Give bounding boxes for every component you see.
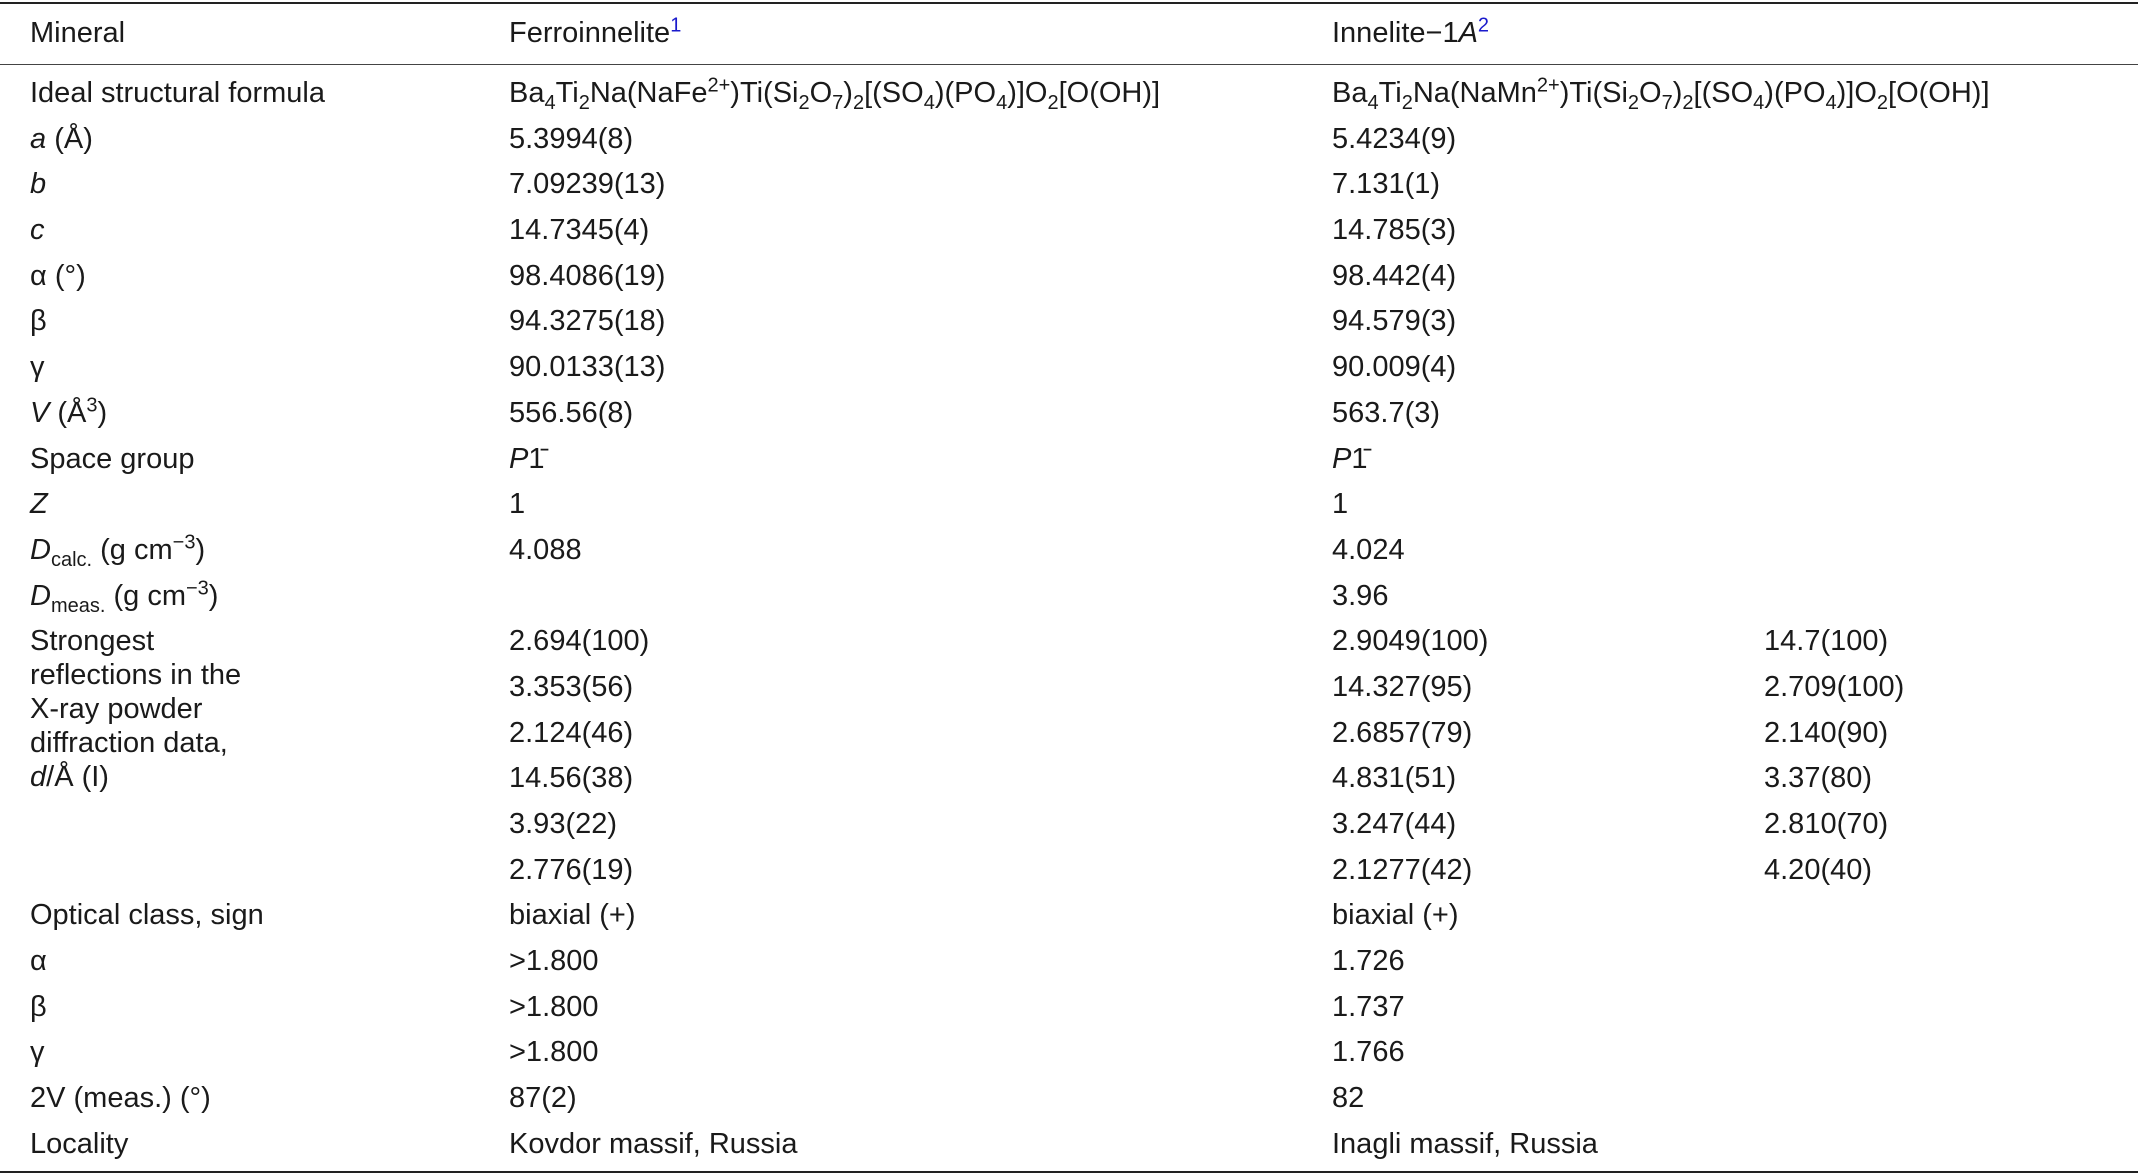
value-ferro: 94.3275(18) [509,305,666,338]
table-row [0,161,2138,207]
xrd-ferro: 2.776(19) [509,853,634,886]
data-table [0,12,2138,1167]
row-label: α (°) [30,259,86,292]
value-ferro: 7.09239(13) [509,168,666,201]
row-label: a (Å) [30,122,93,155]
formula-ferro: $Ba_4Ti_2Na(NaFe^{2+})Ti(Si_2O_7)_2[(SO_4)(PO_4)]O_2[O(OH)]$ [509,74,1161,114]
xrd-ferro: 2.694(100) [509,625,650,658]
xrd-ferro: 3.353(56) [509,670,634,703]
xrd-inne-a: 2.6857(79) [1332,716,1473,749]
value-ferro: >1.800 [509,1036,599,1069]
table-row [0,390,2138,436]
value-ferro: 4.088 [509,533,582,566]
header-innelite: Innelite−1A$^2$ [1332,14,1490,49]
row-label: Z [30,488,48,521]
value-ferro: >1.800 [509,945,599,978]
table-row [0,1029,2138,1075]
header-ferroinnelite: Ferroinnelite$^1$ [509,14,682,49]
xrd-inne-b: 2.140(90) [1764,716,1889,749]
table-row [0,938,2138,984]
value-ferro: 1 [509,488,526,521]
row-label: Locality [30,1127,129,1160]
value-ferro: 14.7345(4) [509,214,650,247]
value-inne: 1 [1332,488,1349,521]
table-row [0,984,2138,1030]
table-row [0,298,2138,344]
value-ferro: biaxial (+) [509,899,636,932]
row-label: γ [30,351,45,384]
xrd-inne-a: 4.831(51) [1332,762,1457,795]
value-ferro: P1̄ [509,442,545,475]
header-mineral: Mineral [30,17,126,49]
xrd-inne-b: 2.709(100) [1764,670,1905,703]
xrd-label: Strongest reflections in the X-ray powder diffraction data, d/Å (I) [30,625,242,794]
value-inne: 7.131(1) [1332,168,1441,201]
table-row [0,481,2138,527]
xrd-ferro: 14.56(38) [509,762,634,795]
xrd-inne-b: 4.20(40) [1764,853,1873,886]
xrd-inne-a: 3.247(44) [1332,808,1457,840]
top-rule [0,2,2138,4]
value-ferro: 5.3994(8) [509,122,634,155]
table-row [0,344,2138,390]
row-label: Ideal structural formula [30,77,325,109]
header-row [0,12,2138,62]
table-row [0,1075,2138,1121]
value-ferro: >1.800 [509,990,599,1023]
table-row [0,116,2138,162]
row-label: α [30,945,47,978]
xrd-inne-b: 14.7(100) [1764,625,1889,658]
value-inne: 3.96 [1332,579,1389,612]
value-inne: P1̄ [1332,442,1368,475]
value-inne: 14.785(3) [1332,214,1457,247]
value-inne: 98.442(4) [1332,259,1457,292]
value-inne: 90.009(4) [1332,351,1457,384]
row-label: c [30,214,45,247]
value-inne: 1.737 [1332,990,1405,1023]
row-label: β [30,990,47,1023]
value-ferro [509,573,1332,619]
row-label: b [30,168,47,201]
formula-inne: $Ba_4Ti_2Na(NaMn^{2+})Ti(Si_2O_7)_2[(SO_4)(PO_4)]O_2[O(OH)]$ [1332,74,1990,114]
table-row [0,573,2138,619]
value-ferro: 556.56(8) [509,396,634,429]
table-row [0,892,2138,938]
value-inne: 563.7(3) [1332,396,1441,429]
value-ferro: Kovdor massif, Russia [509,1127,798,1160]
value-inne: 4.024 [1332,533,1405,566]
value-ferro: 90.0133(13) [509,351,666,384]
value-inne: Inagli massif, Russia [1332,1127,1598,1160]
bottom-rule [0,1171,2138,1173]
table-row [0,436,2138,482]
table-row [0,207,2138,253]
xrd-inne-b: 2.810(70) [1764,808,1889,840]
row-label: Optical class, sign [30,899,264,932]
footnote-ref-1[interactable]: 1 [670,14,682,37]
row-label: $D_{meas.}$ (g $cm^{-3}$) [30,576,219,617]
value-inne: 1.766 [1332,1036,1405,1069]
xrd-ferro: 3.93(22) [509,808,618,840]
table-row [0,1121,2138,1167]
table-row [0,70,2138,116]
row-label: V $(Å^3)$ [30,394,108,429]
row-label: γ [30,1036,45,1069]
table-row [0,618,2138,664]
xrd-inne-a: 2.9049(100) [1332,625,1489,658]
value-inne: 82 [1332,1082,1365,1115]
xrd-ferro: 2.124(46) [509,716,634,749]
xrd-inne-a: 14.327(95) [1332,670,1473,703]
value-ferro: 87(2) [509,1082,577,1115]
row-label: β [30,305,47,338]
row-label: 2V (meas.) (°) [30,1082,211,1115]
xrd-inne-b: 3.37(80) [1764,762,1873,795]
row-label: $D_{calc.}$ (g $cm^{-3}$) [30,531,206,571]
value-inne: 1.726 [1332,945,1405,978]
value-inne: 5.4234(9) [1332,122,1457,155]
value-inne: biaxial (+) [1332,899,1459,932]
row-label: Space group [30,442,195,475]
xrd-inne-a: 2.1277(42) [1332,853,1473,886]
table-row [0,527,2138,573]
value-inne: 94.579(3) [1332,305,1457,338]
value-ferro: 98.4086(19) [509,259,666,292]
table-row [0,253,2138,299]
footnote-ref-2[interactable]: 2 [1477,14,1490,37]
